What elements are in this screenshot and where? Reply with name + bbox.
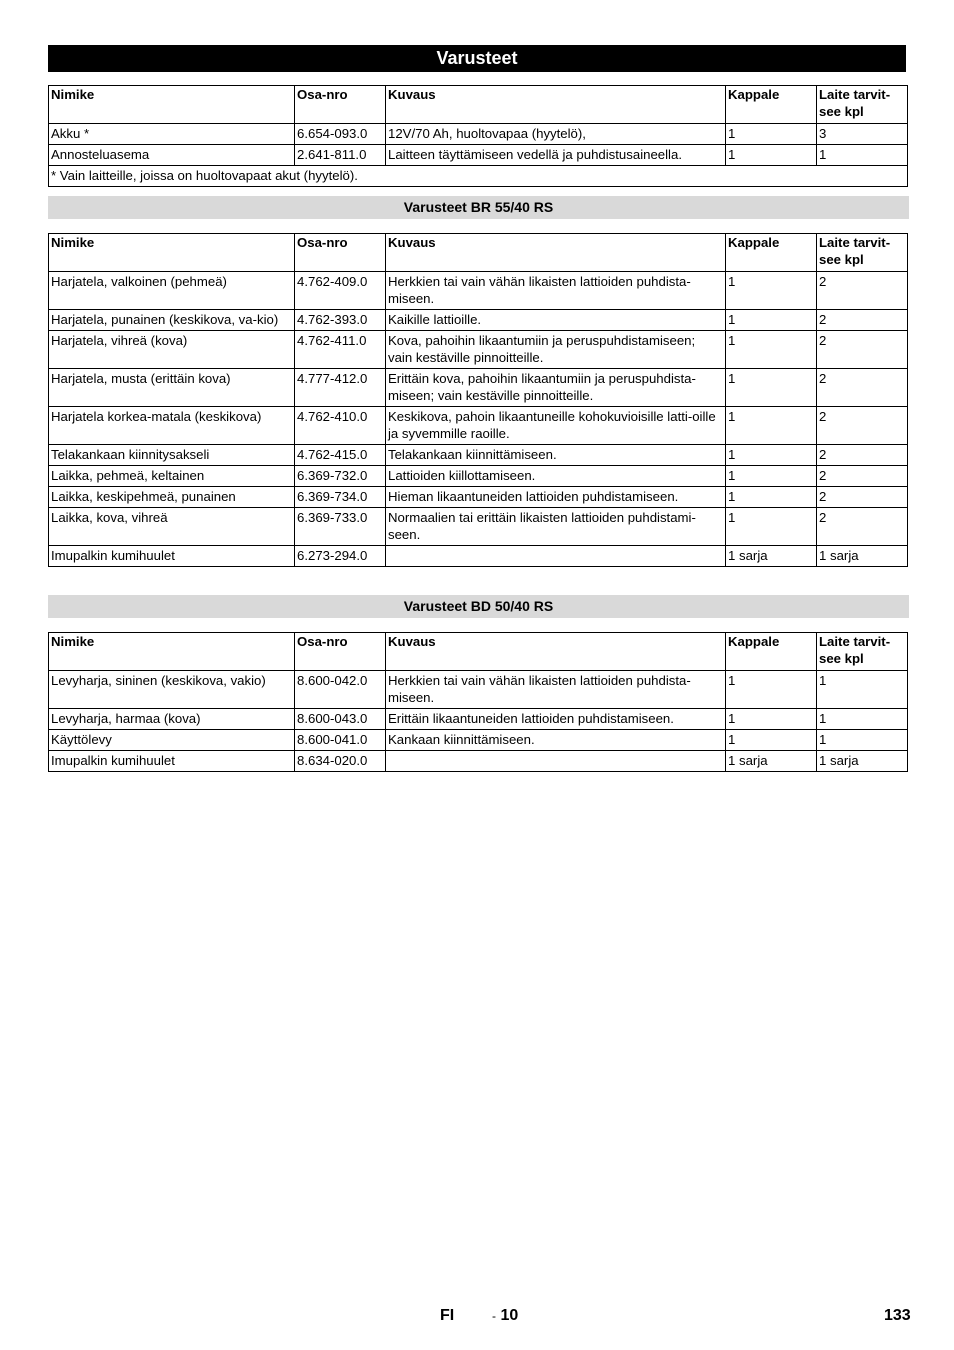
table-cell: 8.600-043.0 (295, 709, 386, 730)
table-cell: 2 (817, 508, 908, 546)
table-cell: 12V/70 Ah, huoltovapaa (hyytelö), (386, 124, 726, 145)
table-row (49, 730, 908, 751)
table-cell: 1 (726, 310, 817, 331)
table-cell: 6.369-732.0 (295, 466, 386, 487)
column-header: Kappale (726, 86, 817, 124)
table-cell: 1 (817, 671, 908, 709)
column-header: Laite tarvit-see kpl (817, 234, 908, 272)
table-row (49, 487, 908, 508)
column-header: Kuvaus (386, 86, 726, 124)
column-header: Kuvaus (386, 234, 726, 272)
table-row (49, 709, 908, 730)
table-header-row (49, 86, 908, 124)
table-cell: 8.634-020.0 (295, 751, 386, 772)
table-cell: Normaalien tai erittäin likaisten lattioiden puhdistami-seen. (386, 508, 726, 546)
table-cell: Harjatela, vihreä (kova) (49, 331, 295, 369)
footer-section-number: 10 (500, 1307, 519, 1324)
table-cell: 3 (817, 124, 908, 145)
table-cell: 2 (817, 445, 908, 466)
page-title: Varusteet (48, 45, 906, 72)
table-cell: Laikka, keskipehmeä, punainen (49, 487, 295, 508)
table-cell: Erittäin kova, pahoihin likaantumiin ja peruspuhdista-miseen; vain kestäville pinnoitteille. (386, 369, 726, 407)
section-title-br: Varusteet BR 55/40 RS (48, 196, 909, 219)
table-cell: 4.762-393.0 (295, 310, 386, 331)
accessories-table-br (48, 233, 908, 567)
table-cell: 4.762-409.0 (295, 272, 386, 310)
table-cell: 1 sarja (817, 546, 908, 567)
footnote-row (49, 166, 908, 187)
table-cell: 1 sarja (726, 751, 817, 772)
table-row (49, 369, 908, 407)
table-cell: 2 (817, 331, 908, 369)
footer-section-page (492, 1307, 518, 1325)
table-cell: Akku * (49, 124, 295, 145)
table-cell: 2 (817, 487, 908, 508)
table-cell: Kova, pahoihin likaantumiin ja peruspuhdistamiseen; vain kestäville pinnoitteille. (386, 331, 726, 369)
table-cell: Imupalkin kumihuulet (49, 751, 295, 772)
table-row (49, 751, 908, 772)
table-cell: 1 sarja (817, 751, 908, 772)
table-cell: 1 sarja (726, 546, 817, 567)
table-row (49, 445, 908, 466)
accessories-table (48, 85, 908, 187)
table-cell: 2.641-811.0 (295, 145, 386, 166)
table-cell: Levyharja, harmaa (kova) (49, 709, 295, 730)
table-cell: Harjatela korkea-matala (keskikova) (49, 407, 295, 445)
table-cell: Kankaan kiinnittämiseen. (386, 730, 726, 751)
table-cell: Harjatela, valkoinen (pehmeä) (49, 272, 295, 310)
table-cell: 1 (817, 145, 908, 166)
table-cell: Erittäin likaantuneiden lattioiden puhdistamiseen. (386, 709, 726, 730)
footnote: * Vain laitteille, joissa on huoltovapaat akut (hyytelö). (49, 166, 908, 187)
table-cell: 1 (726, 466, 817, 487)
table-cell: Käyttölevy (49, 730, 295, 751)
table-cell: 1 (726, 145, 817, 166)
table-cell: 1 (726, 487, 817, 508)
table-cell: Telakankaan kiinnitysakseli (49, 445, 295, 466)
table-cell: Hieman likaantuneiden lattioiden puhdistamiseen. (386, 487, 726, 508)
section-title-bd: Varusteet BD 50/40 RS (48, 595, 909, 618)
table-cell: 1 (726, 272, 817, 310)
table-cell: 8.600-041.0 (295, 730, 386, 751)
table-cell: Laikka, kova, vihreä (49, 508, 295, 546)
table-cell: 4.762-410.0 (295, 407, 386, 445)
table-cell (386, 546, 726, 567)
table-cell: 8.600-042.0 (295, 671, 386, 709)
table-cell: 1 (726, 331, 817, 369)
column-header: Osa-nro (295, 633, 386, 671)
column-header: Laite tarvit-see kpl (817, 86, 908, 124)
table-row (49, 310, 908, 331)
table-cell: 4.762-411.0 (295, 331, 386, 369)
table-row (49, 546, 908, 567)
table-cell: 1 (817, 730, 908, 751)
table-row (49, 124, 908, 145)
table-cell: Harjatela, musta (erittäin kova) (49, 369, 295, 407)
table-cell: 1 (726, 671, 817, 709)
table-row (49, 145, 908, 166)
table-cell: 2 (817, 407, 908, 445)
table-cell: Laitteen täyttämiseen vedellä ja puhdistusaineella. (386, 145, 726, 166)
table-cell: 2 (817, 466, 908, 487)
column-header: Osa-nro (295, 234, 386, 272)
table-cell: Telakankaan kiinnittämiseen. (386, 445, 726, 466)
table-cell (386, 751, 726, 772)
column-header: Nimike (49, 633, 295, 671)
table-cell: Laikka, pehmeä, keltainen (49, 466, 295, 487)
table-cell: 1 (817, 709, 908, 730)
table-cell: 1 (726, 730, 817, 751)
table-cell: 1 (726, 407, 817, 445)
table-cell: 4.777-412.0 (295, 369, 386, 407)
table-row (49, 466, 908, 487)
column-header: Kappale (726, 633, 817, 671)
footer-language: FI (440, 1307, 455, 1324)
table-row (49, 671, 908, 709)
footer-page-number: 133 (884, 1307, 911, 1324)
table-cell: 6.369-734.0 (295, 487, 386, 508)
table-cell: Harjatela, punainen (keskikova, va-kio) (49, 310, 295, 331)
table-cell: 2 (817, 369, 908, 407)
column-header: Kappale (726, 234, 817, 272)
table-cell: 2 (817, 310, 908, 331)
table-cell: 1 (726, 369, 817, 407)
table-cell: Kaikille lattioille. (386, 310, 726, 331)
table-cell: Imupalkin kumihuulet (49, 546, 295, 567)
table-row (49, 331, 908, 369)
table-cell: Levyharja, sininen (keskikova, vakio) (49, 671, 295, 709)
table-cell: Annosteluasema (49, 145, 295, 166)
table-cell: 1 (726, 124, 817, 145)
table-cell: 1 (726, 709, 817, 730)
footer-dash: - (492, 1309, 496, 1323)
table-header-row (49, 234, 908, 272)
column-header: Kuvaus (386, 633, 726, 671)
column-header: Laite tarvit-see kpl (817, 633, 908, 671)
column-header: Nimike (49, 86, 295, 124)
table-cell: 1 (726, 445, 817, 466)
table-cell: 6.273-294.0 (295, 546, 386, 567)
accessories-table-bd (48, 632, 908, 772)
table-cell: 2 (817, 272, 908, 310)
table-cell: Herkkien tai vain vähän likaisten lattioiden puhdista-miseen. (386, 272, 726, 310)
table-cell: Keskikova, pahoin likaantuneille kohokuvioisille latti-oille ja syvemmille raoille. (386, 407, 726, 445)
column-header: Nimike (49, 234, 295, 272)
table-cell: 6.369-733.0 (295, 508, 386, 546)
table-row (49, 272, 908, 310)
table-row (49, 508, 908, 546)
table-cell: 4.762-415.0 (295, 445, 386, 466)
table-cell: 1 (726, 508, 817, 546)
table-header-row (49, 633, 908, 671)
table-cell: 6.654-093.0 (295, 124, 386, 145)
table-cell: Herkkien tai vain vähän likaisten lattioiden puhdista-miseen. (386, 671, 726, 709)
column-header: Osa-nro (295, 86, 386, 124)
table-cell: Lattioiden kiillottamiseen. (386, 466, 726, 487)
table-row (49, 407, 908, 445)
